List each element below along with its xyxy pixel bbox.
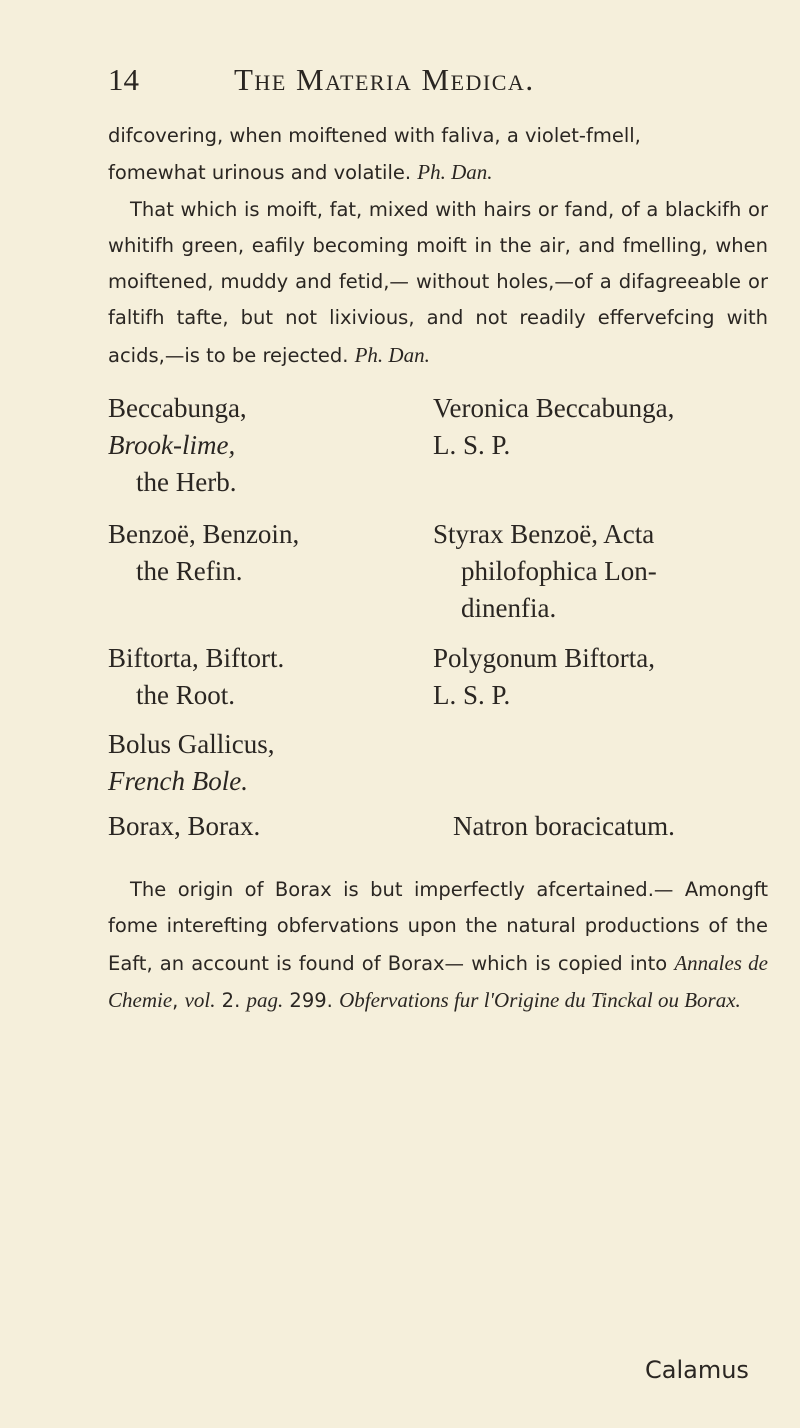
continued-line-2: fomewhat urinous and volatile. Ph. Dan. [108,160,493,185]
catchword: Calamus [645,1356,749,1384]
entry-systematic-name-cont: philofophica Lon- [461,556,657,586]
page-number: 14 [108,62,139,97]
entry-english-name: French Bole. [108,766,248,796]
entry-systematic-names [433,390,778,464]
article-title: Obfervations fur l'Origine du Tinckal ou Borax. [339,987,741,1012]
entry-common-names [108,390,428,501]
entry-english-name: Brook-lime, [108,430,236,460]
entry-systematic-name: Veronica Beccabunga, [433,393,675,423]
continued-line: difcovering, when moiftened with faliva, a violet-fmell, [108,124,641,147]
entry-part: the Herb. [136,467,237,497]
entry-name: Benzoë, Benzoin, [108,519,300,549]
page-header [108,62,740,102]
entry-systematic-names [433,516,778,627]
pharmacopoeia-reference: Ph. Dan. [417,160,493,185]
entry-systematic-name: Natron boracicatum. [453,811,675,841]
volume-label: vol. [184,987,216,1012]
page-label: pag. [246,987,284,1012]
entry-pharmacopoeias: L. S. P. [433,680,511,710]
bottom-paragraph [108,872,768,1019]
borax-note: The origin of Borax is but imperfectly afcertained.— Amongft fome interefting obfervations upon the natural productions of the Eaft, an account is found of Borax— which is copied into Annales de Chemie, vol. 2. pag. 299. Obfervations fur l'Origine du Tinckal ou Borax. [108,878,768,1012]
entry-pharmacopoeias: L. S. P. [433,430,511,460]
entry-systematic-name: Polygonum Biftorta, [433,643,655,673]
pharmacopoeia-reference-2: Ph. Dan. [354,342,430,367]
entry-name: Biftorta, Biftort. [108,643,285,673]
top-paragraph [108,118,768,374]
entry-name: Borax, Borax. [108,811,261,841]
entry-part: the Root. [136,680,235,710]
entry-name: Bolus Gallicus, [108,729,275,759]
entry-systematic-name-cont-2: dinenfia. [461,593,557,623]
entry-common-names [108,516,428,590]
paragraph-rejection: That which is moift, fat, mixed with hairs or fand, of a blackifh or whitifh green, eafily becoming moift in the air, and fmelling, when moiftened, muddy and fetid,— without holes,—of a difagreeable or faltifh tafte, but not lixivious, and not readily effervefcing with acids,—is to be rejected. Ph. Dan. [108,197,768,367]
entry-common-names [108,808,428,845]
entry-part: the Refin. [136,556,243,586]
entry-common-names [108,726,428,800]
entry-systematic-names [433,640,778,714]
entry-systematic-name: Styrax Benzoë, Acta [433,519,655,549]
running-head: The Materia Medica. [234,62,535,97]
entry-name: Beccabunga, [108,393,247,423]
entry-systematic-names [453,808,798,845]
journal-title: Annales de Chemie [108,950,768,1012]
entry-common-names [108,640,428,714]
